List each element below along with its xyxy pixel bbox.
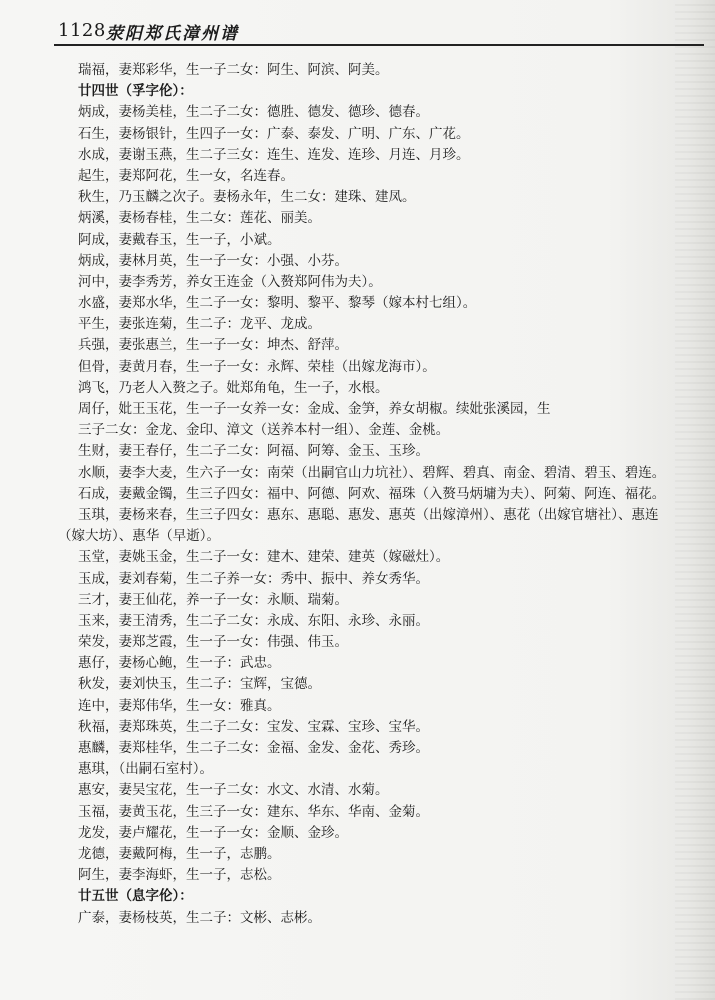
genealogy-line: 玉堂，妻姚玉金，生二子一女：建木、建荣、建英（嫁磁灶）。 [78,549,450,566]
genealogy-line: 连中，妻郑伟华，生一女：雅真。 [78,697,281,714]
genealogy-line: 龙德，妻戴阿梅，生一子，志鹏。 [78,845,281,862]
genealogy-line: 鸿飞，乃老人入赘之子。妣郑角龟，生一子，水根。 [78,379,389,396]
genealogy-line: 三才，妻王仙花，养一子一女：永顺、瑞菊。 [78,591,348,608]
genealogy-line: 阿生，妻李海虾，生一子，志松。 [78,867,281,884]
generation-heading: 廿四世（孚字伦）： [78,83,193,100]
book-title: 荥阳郑氏漳州谱 [106,24,239,44]
genealogy-line: 惠仔，妻杨心鲍，生一子：武忠。 [78,655,281,672]
genealogy-line: 龙发，妻卢耀花，生一子一女：金顺、金珍。 [78,824,348,841]
genealogy-line: 三子二女：金龙、金印、漳文（送养本村一组）、金莲、金桃。 [78,422,450,439]
genealogy-line: 广泰，妻杨枝英，生二子：文彬、志彬。 [78,909,321,926]
genealogy-line: 瑞福，妻郑彩华，生一子二女：阿生、阿滨、阿美。 [78,62,389,78]
generation-heading: 廿五世（息字伦）： [78,888,193,905]
genealogy-line: 周仔，妣王玉花，生一子一女养一女：金成、金笋，养女胡椒。续妣张溪园，生 [78,401,551,417]
genealogy-line: 阿成，妻戴春玉，生一子，小斌。 [78,231,281,248]
genealogy-line: 生财，妻王春仔，生二子二女：阿福、阿筹、金玉、玉珍。 [78,443,429,460]
genealogy-line: 惠麟，妻郑桂华，生二子二女：金福、金发、金花、秀珍。 [78,740,429,756]
genealogy-line: 玉来，妻王清秀，生二子二女：永成、东阳、永珍、永丽。 [78,612,429,629]
genealogy-line: 水顺，妻李大麦，生六子一女：南荣（出嗣官山力坑社）、碧辉、碧真、南金、碧清、碧玉、碧连。 [78,464,666,481]
scan-edge-shadow [675,0,715,1000]
genealogy-line: 秋生，乃玉麟之次子。妻杨永年，生二女：建珠、建凤。 [78,189,416,206]
genealogy-text [58,60,697,929]
genealogy-line: 平生，妻张连菊，生二子：龙平、龙成。 [78,316,321,333]
genealogy-line: 石成，妻戴金镯，生三子四女：福中、阿德、阿欢、福珠（入赘马炳墉为夫）、阿菊、阿连、福花。 [78,485,666,502]
genealogy-line: 惠安，妻吴宝花，生一子二女：水文、水清、水菊。 [78,782,389,799]
genealogy-line: 秋福，妻郑珠英，生二子二女：宝发、宝霖、宝珍、宝华。 [78,718,429,735]
genealogy-line: 玉福，妻黄玉花，生三子一女：建东、华东、华南、金菊。 [78,803,429,820]
genealogy-line: 起生，妻郑阿花，生一女，名连春。 [78,167,294,184]
genealogy-line: 玉成，妻刘春菊，生二子养一女：秀中、振中、养女秀华。 [78,570,429,587]
genealogy-line: 河中，妻李秀芳，养女王连金（入赘郑阿伟为夫）。 [78,273,382,290]
genealogy-line: 兵强，妻张惠兰，生一子一女：坤杰、舒萍。 [78,337,348,354]
genealogy-line: （嫁大坊）、惠华（早逝）。 [58,528,220,545]
genealogy-line: 石生，妻杨银针，生四子一女：广泰、泰发、广明、广东、广花。 [78,125,470,142]
genealogy-line: 水盛，妻郑水华，生二子一女：黎明、黎平、黎琴（嫁本村七组）。 [78,295,477,312]
genealogy-line: 炳溪，妻杨春桂，生二女：莲花、丽美。 [78,210,321,227]
genealogy-line: 秋发，妻刘快玉，生二子：宝辉，宝德。 [78,676,321,693]
genealogy-line: 荣发，妻郑芝霞，生一子一女：伟强、伟玉。 [78,634,348,651]
genealogy-line: 炳成，妻杨美桂，生二子二女：德胜、德发、德珍、德春。 [78,104,429,121]
header-rule [54,44,704,46]
genealogy-line: 玉琪，妻杨来春，生三子四女：惠东、惠聪、惠发、惠英（出嫁漳州）、惠花（出嫁官塘社）、惠连 [78,506,659,523]
page-number: 1128 [58,20,106,41]
page-header [58,18,658,44]
genealogy-line: 惠琪，（出嗣石室村）。 [78,761,213,778]
genealogy-line: 但骨，妻黄月春，生一子一女：永辉、荣桂（出嫁龙海市）。 [78,358,436,375]
genealogy-line: 炳成，妻林月英，生一子一女：小强、小芬。 [78,252,348,269]
genealogy-line: 水成，妻谢玉燕，生二子三女：连生、连发、连珍、月连、月珍。 [78,146,470,163]
